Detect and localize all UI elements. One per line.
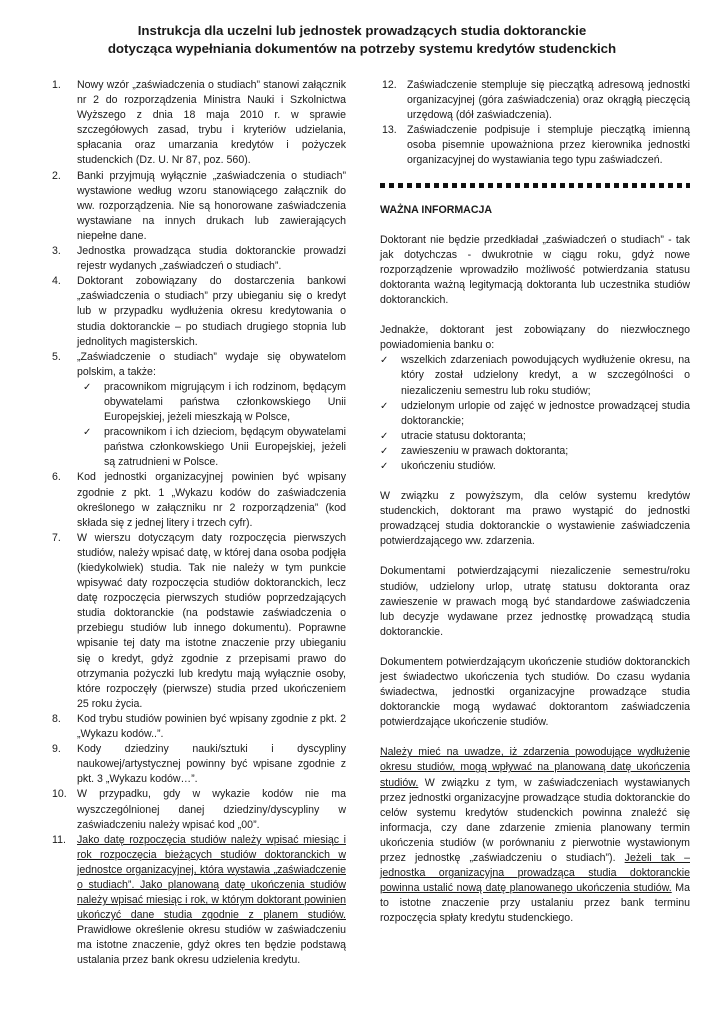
item-text: Kod jednostki organizacyjnej powinien być wpisany zgodnie z pkt. 1 „Wykazu kodów do zaświadczenia określonego w załączniku nr 2 rozporządzenia” (kod składa się z jednej litery i trzech cyfr). (77, 471, 346, 529)
item-number: 7. (52, 531, 61, 544)
info-text: W związku z tym, w zaświadczeniach wystawianych przez jednostki organizacyjne prowadzące studia doktoranckie do celów systemu kredytów studenckich powinna znaleźć się informacja, czy dane zdarzenie zmienia planowany termin ukończenia studiów (w porównaniu z pierwotnie wystawionym przez jednostkę „zaświadczeniu o studiach”). (380, 776, 690, 865)
item-number: 8. (52, 712, 61, 725)
instructions-list (50, 78, 346, 969)
check-item (380, 444, 690, 459)
list-item (50, 274, 346, 349)
list-item (50, 244, 346, 274)
check-item (380, 353, 690, 398)
checkmark-icon: ✓ (380, 430, 389, 442)
item-text: Banki przyjmują wyłącznie „zaświadczenia o studiach” wystawione według wzoru stanowiącego załącznik do ww. rozporządzenia. Nie są honorowane zaświadczenia wystawiane na innych drukach lub zawierających niepełne dane. (77, 169, 346, 242)
important-info-heading: WAŻNA INFORMACJA (380, 203, 493, 216)
list-item (380, 78, 690, 123)
instructions-list-continued (380, 78, 690, 169)
item-number: 9. (52, 743, 61, 756)
item-text: Doktorant zobowiązany do dostarczenia bankowi „zaświadczenia o studiach” przy ubieganiu się o kredyt lub w przypadku wydłużenia okresu kredytowania o studia doktoranckie – po studiach drugiego stopnia lub jednolitych magisterskich. (77, 275, 346, 348)
check-item-text: udzielonym urlopie od zajęć w jednostce prowadzącej studia doktoranckie; (401, 399, 690, 427)
list-item (50, 78, 346, 169)
dashed-divider (380, 183, 690, 188)
item-text: „Zaświadczenie o studiach” wydaje się obywatelom polskim, a także: (77, 350, 346, 378)
item-text: Zaświadczenie stempluje się pieczątką adresową jednostki organizacyjnej (góra zaświadczenia) oraz okrągłą pieczęcią urzędową (dół zaświadczenia). (407, 79, 690, 122)
check-item-text: wszelkich zdarzeniach powodujących wydłużenie okresu, na który został udzielony kredyt, a w szczególności o niezaliczeniu semestru lub roku studiów; (401, 354, 690, 397)
right-column (380, 78, 690, 942)
list-item (50, 350, 346, 471)
checkmark-icon: ✓ (380, 445, 389, 457)
item-number: 10. (52, 788, 67, 801)
item-number: 1. (52, 79, 61, 91)
item-text: Kod trybu studiów powinien być wpisany zgodnie z pkt. 2 „Wykazu kodów..”. (77, 712, 346, 741)
item-number: 5. (52, 350, 61, 363)
item-number: 6. (52, 471, 61, 484)
list-item (50, 833, 346, 969)
info-paragraph: Dokumentem potwierdzającym ukończenie studiów doktoranckich jest świadectwo ukończenia tych studiów. Do czasu wydania świadectwa, jednostki organizacyjne prowadzące studia doktoranckie mogą wydawać doktorantom zaświadczenia potwierdzające ukończenie studiów. (380, 655, 690, 729)
title-line-1: Instrukcja dla uczelni lub jednostek prowadzących studia doktoranckie (137, 23, 587, 38)
notification-list (380, 353, 690, 474)
check-item-text: ukończeniu studiów. (401, 459, 496, 472)
list-item (50, 169, 346, 244)
check-item-text: zawieszeniu w prawach doktoranta; (401, 444, 569, 457)
info-text: Ma to istotne znaczenie przy ustalaniu przez bank terminu rozpoczęcia spłaty kredytu studenckiego. (380, 882, 690, 925)
info-paragraph: Jednakże, doktorant jest zobowiązany do niezwłocznego powiadomienia banku o: (380, 324, 690, 352)
document-title (40, 22, 684, 58)
left-column (50, 78, 346, 969)
eligibility-list (77, 380, 346, 471)
check-item-text: pracownikom migrującym i ich rodzinom, będącym obywatelami państwa członkowskiego Unii Europejskiej, jeżeli mieszkają w Polsce, (104, 380, 346, 424)
list-item (50, 787, 346, 832)
item-number: 3. (52, 245, 61, 258)
list-item (50, 712, 346, 742)
check-item-text: utracie statusu doktoranta; (401, 429, 526, 442)
list-item (50, 531, 346, 712)
item-text: Jednostka prowadząca studia doktoranckie prowadzi rejestr wydanych „zaświadczeń o studiach”. (77, 245, 346, 273)
item-number: 2. (52, 169, 61, 182)
checkmark-icon: ✓ (380, 400, 389, 412)
check-item (380, 459, 690, 474)
item-text-underlined: Jako datę rozpoczęcia studiów należy wpisać miesiąc i rok rozpoczęcia bieżących studiów doktoranckich w jednostce organizacyjnej, która wystawia „zaświadczenie o studiach”. Jako planowaną datę ukończenia studiów należy wpisać miesiąc i rok, w którym doktorant powinien ukończyć dane studia zgodnie z planem studiów. (77, 833, 346, 922)
item-text: Zaświadczenie podpisuje i stempluje pieczątką imienną osoba pisemnie upoważniona przez kierownika jednostki organizacyjnej do wystawiania tego typu zaświadczeń. (407, 124, 690, 167)
item-text: Nowy wzór „zaświadczenia o studiach” stanowi załącznik nr 2 do rozporządzenia Ministra Nauki i Szkolnictwa Wyższego z dnia 18 maja 2010 r. w sprawie szczegółowych zasad, trybu i kryteriów udzielania, spłacania oraz umarzania kredytów i pożyczek studenckich (Dz. U. Nr 87, poz. 560). (77, 79, 346, 167)
item-number: 11. (52, 833, 66, 846)
check-item (83, 380, 346, 425)
info-paragraph: Doktorant nie będzie przedkładał „zaświadczeń o studiach” - tak jak dotychczas - dwukrotnie w ciągu roku, gdyż nowe rozporządzenie wprowadziło możliwość potwierdzania statusu doktoranta ważną legitymacją doktoranta lub uczestnika studiów doktoranckich. (380, 233, 690, 307)
checkmark-icon: ✓ (380, 460, 389, 472)
check-item (380, 399, 690, 429)
info-paragraph: Dokumentami potwierdzającymi niezaliczenie semestru/roku studiów, udzielony urlop, utratę statusu doktoranta oraz zawieszenie w prawach mogą być standardowe zaświadczenia lub decyzje wydawane przez jednostkę prowadzącą studia doktoranckie. (380, 565, 690, 638)
item-number: 12. (382, 79, 397, 91)
list-item (50, 742, 346, 787)
check-item (380, 429, 690, 444)
item-number: 13. (382, 124, 397, 137)
list-item (50, 470, 346, 530)
check-item (83, 425, 346, 470)
info-paragraph (380, 745, 690, 926)
info-text-underlined: Należy mieć na uwadze, iż zdarzenia powodujące wydłużenie okresu studiów, mogą wpływać na planowaną datę ukończenia studiów. (380, 746, 690, 789)
item-text: Prawidłowe określenie okresu studiów w zaświadczeniu ma istotne znaczenie, gdyż okres ten będzie podstawą ustalania przez bank okresu udzielenia kredytu. (77, 924, 346, 967)
info-paragraph: W związku z powyższym, dla celów systemu kredytów studenckich, doktorant ma prawo wystąpić do jednostki prowadzącej studia doktoranckie o wystawienie zaświadczenia potwierdzającego ww. zdarzenia. (380, 490, 690, 548)
item-text: W przypadku, gdy w wykazie kodów nie ma wyszczególnionej danej dziedziny/dyscypliny w zaświadczeniu należy wpisać kod „00”. (77, 788, 346, 831)
title-line-2: dotycząca wypełniania dokumentów na potrzeby systemu kredytów studenckich (107, 41, 617, 56)
checkmark-icon: ✓ (83, 381, 92, 393)
checkmark-icon: ✓ (83, 427, 92, 439)
list-item (380, 123, 690, 168)
info-text-underlined: Jeżeli tak – jednostka organizacyjna prowadząca studia doktoranckie powinna ustalić nową datę planowanego ukończenia studiów. (380, 852, 690, 895)
item-text: Kody dziedziny nauki/sztuki i dyscypliny naukowej/artystycznej powinny być wpisane zgodnie z pkt. 3 „Wykazu kodów…”. (77, 743, 346, 786)
check-item-text: pracownikom i ich dzieciom, będącym obywatelami państwa członkowskiego Unii Europejskiej, jeżeli są zatrudnieni w Polsce. (104, 426, 346, 469)
checkmark-icon: ✓ (380, 355, 389, 367)
item-text: W wierszu dotyczącym daty rozpoczęcia pierwszych studiów, należy wpisać datę, w której dana osoba podjęła (kiedykolwiek) studia. Tak nie należy w tym punkcie wpisywać daty rozpoczęcia studiów doktoranckich, lecz datę rozpoczęcia pierwszych studiów poprzedzających studia doktoranckie (na podstawie zaświadczenia o przebiegu studiów lub innego dokumentu). Poprawne wpisanie tej daty ma istotne znaczenie przy ubieganiu się o kredyt, gdyż zgodnie z przepisami prawo do otrzymania pożyczki lub kredytu mają wyłącznie osoby, które rozpoczęły (pierwsze) studia przed ukończeniem 25 roku życia. (77, 531, 346, 710)
item-number: 4. (52, 275, 61, 288)
